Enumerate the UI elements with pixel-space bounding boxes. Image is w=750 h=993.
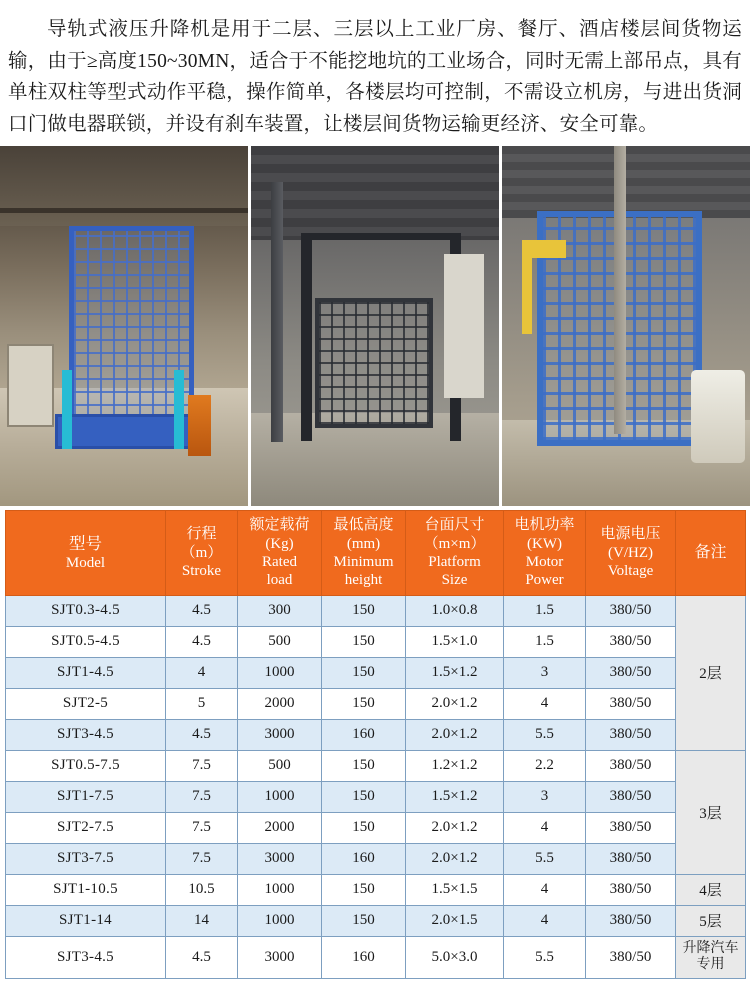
cell-voltage: 380/50 [586, 657, 676, 688]
spec-table-wrapper [0, 506, 750, 978]
cell-voltage: 380/50 [586, 812, 676, 843]
cell-voltage: 380/50 [586, 843, 676, 874]
cell-height: 150 [322, 688, 406, 719]
product-photo-strip [0, 146, 750, 506]
cell-note: 4层 [676, 874, 746, 905]
header-height-en1: Minimum [333, 553, 394, 570]
cell-power: 3 [504, 657, 586, 688]
product-description: 导轨式液压升降机是用于二层、三层以上工业厂房、餐厅、酒店楼层间货物运输，由于≥高度150~30MN，适合于不能挖地坑的工业场合，同时无需上部吊点，具有单柱双柱等型式动作平稳，操作简单，各楼层均可控制，不需设立机房，与进出货洞口门做电器联锁，并设有刹车装置，让楼层间货物运输更经济、安全可靠。 [8, 19, 742, 135]
cell-power: 4 [504, 688, 586, 719]
photo-goods [691, 370, 746, 464]
table-row [6, 688, 746, 719]
header-platform-size [406, 511, 504, 595]
header-motor-power [504, 511, 586, 595]
cell-stroke: 5 [166, 688, 238, 719]
cell-size: 2.0×1.5 [406, 905, 504, 936]
photo-cyan-post-left [62, 370, 72, 449]
blue-cage-lift-photo [502, 146, 750, 506]
cell-size: 2.0×1.2 [406, 688, 504, 719]
cell-power: 3 [504, 781, 586, 812]
header-power-cn: 电机功率 [514, 517, 575, 534]
cell-voltage: 380/50 [586, 905, 676, 936]
cell-load: 1000 [238, 905, 322, 936]
cell-height: 160 [322, 936, 406, 978]
header-load-en1: Rated [262, 553, 297, 570]
cell-power: 5.5 [504, 719, 586, 750]
photo-lift-cage [315, 298, 432, 428]
cell-note: 3层 [676, 750, 746, 874]
table-row [6, 936, 746, 978]
table-header [6, 511, 746, 595]
table-row [6, 626, 746, 657]
cell-voltage: 380/50 [586, 719, 676, 750]
header-size-cn: 台面尺寸 [424, 517, 485, 534]
photo-column [271, 182, 283, 441]
header-rated-load [238, 511, 322, 595]
header-load-en2: load [266, 572, 293, 589]
photo-wall-panel [444, 254, 484, 398]
cell-height: 150 [322, 874, 406, 905]
cell-stroke: 7.5 [166, 843, 238, 874]
header-stroke [166, 511, 238, 595]
cell-model: SJT0.3-4.5 [6, 595, 166, 626]
header-minimum-height [322, 511, 406, 595]
cell-load: 500 [238, 626, 322, 657]
cell-voltage: 380/50 [586, 626, 676, 657]
cell-model: SJT0.5-4.5 [6, 626, 166, 657]
header-power-en1: Motor [525, 553, 564, 570]
cell-model: SJT0.5-7.5 [6, 750, 166, 781]
header-model [6, 511, 166, 595]
photo-yellow-post [522, 240, 532, 334]
header-stroke-unit: （m） [180, 544, 223, 561]
header-row [6, 511, 746, 595]
cell-model: SJT1-10.5 [6, 874, 166, 905]
cell-size: 2.0×1.2 [406, 719, 504, 750]
cell-power: 4 [504, 812, 586, 843]
cell-load: 1000 [238, 657, 322, 688]
cell-height: 150 [322, 595, 406, 626]
dark-guide-rail-lift-photo [251, 146, 499, 506]
cell-load: 3000 [238, 843, 322, 874]
header-voltage-en: Voltage [607, 563, 654, 580]
photo-column [614, 146, 626, 434]
cell-model: SJT3-7.5 [6, 843, 166, 874]
header-stroke-cn: 行程 [186, 526, 217, 543]
cell-voltage: 380/50 [586, 936, 676, 978]
cell-stroke: 7.5 [166, 812, 238, 843]
cell-power: 2.2 [504, 750, 586, 781]
cell-size: 2.0×1.2 [406, 812, 504, 843]
cell-stroke: 4.5 [166, 719, 238, 750]
cell-load: 1000 [238, 781, 322, 812]
cell-height: 160 [322, 843, 406, 874]
cell-load: 2000 [238, 688, 322, 719]
table-row [6, 843, 746, 874]
table-row [6, 719, 746, 750]
cell-stroke: 4.5 [166, 626, 238, 657]
header-voltage [586, 511, 676, 595]
cell-note: 5层 [676, 905, 746, 936]
cell-model: SJT3-4.5 [6, 936, 166, 978]
cell-stroke: 14 [166, 905, 238, 936]
cell-height: 150 [322, 657, 406, 688]
cell-load: 3000 [238, 719, 322, 750]
cell-voltage: 380/50 [586, 750, 676, 781]
cell-size: 1.5×1.0 [406, 626, 504, 657]
header-size-unit: （m×m） [423, 535, 486, 552]
header-voltage-unit: (V/HZ) [608, 544, 653, 561]
header-load-unit: (Kg) [265, 535, 294, 552]
cell-model: SJT2-5 [6, 688, 166, 719]
cell-size: 1.5×1.2 [406, 657, 504, 688]
cell-load: 300 [238, 595, 322, 626]
cell-power: 5.5 [504, 843, 586, 874]
cell-size: 5.0×3.0 [406, 936, 504, 978]
table-row [6, 657, 746, 688]
table-row [6, 905, 746, 936]
cell-model: SJT1-14 [6, 905, 166, 936]
cell-model: SJT1-7.5 [6, 781, 166, 812]
cell-note: 升降汽车专用 [676, 936, 746, 978]
table-row [6, 874, 746, 905]
cell-height: 150 [322, 626, 406, 657]
photo-ceiling [502, 146, 750, 218]
cell-model: SJT1-4.5 [6, 657, 166, 688]
cell-voltage: 380/50 [586, 688, 676, 719]
header-model-cn: 型号 [69, 533, 102, 553]
cell-size: 1.0×0.8 [406, 595, 504, 626]
cell-height: 160 [322, 719, 406, 750]
cell-voltage: 380/50 [586, 874, 676, 905]
cell-height: 150 [322, 781, 406, 812]
header-height-unit: (mm) [346, 535, 381, 552]
header-note: 备注 [676, 511, 746, 595]
cell-load: 3000 [238, 936, 322, 978]
table-body [6, 595, 746, 978]
cell-power: 5.5 [504, 936, 586, 978]
header-power-unit: (KW) [527, 535, 562, 552]
header-model-en: Model [65, 554, 106, 571]
cell-power: 1.5 [504, 626, 586, 657]
cell-power: 1.5 [504, 595, 586, 626]
header-height-en2: height [344, 572, 383, 589]
table-row [6, 812, 746, 843]
cell-height: 150 [322, 750, 406, 781]
cell-load: 2000 [238, 812, 322, 843]
cell-stroke: 4.5 [166, 595, 238, 626]
table-row [6, 595, 746, 626]
cell-model: SJT2-7.5 [6, 812, 166, 843]
header-voltage-cn: 电源电压 [600, 526, 661, 543]
cell-height: 150 [322, 905, 406, 936]
photo-ceiling [251, 146, 499, 240]
header-size-en1: Platform [428, 553, 481, 570]
photo-forklift [188, 395, 210, 456]
cell-stroke: 10.5 [166, 874, 238, 905]
cell-load: 500 [238, 750, 322, 781]
cell-height: 150 [322, 812, 406, 843]
cell-stroke: 4.5 [166, 936, 238, 978]
specification-table [5, 510, 746, 978]
cell-power: 4 [504, 874, 586, 905]
blue-guide-rail-lift-photo [0, 146, 248, 506]
cell-size: 1.5×1.5 [406, 874, 504, 905]
cell-size: 1.2×1.2 [406, 750, 504, 781]
header-size-en2: Size [441, 572, 468, 589]
table-row [6, 781, 746, 812]
cell-size: 2.0×1.2 [406, 843, 504, 874]
header-load-cn: 额定载荷 [249, 517, 310, 534]
header-power-en2: Power [525, 572, 564, 589]
cell-stroke: 7.5 [166, 750, 238, 781]
photo-ceiling [0, 146, 248, 225]
cell-model: SJT3-4.5 [6, 719, 166, 750]
cell-size: 1.5×1.2 [406, 781, 504, 812]
cell-note: 2层 [676, 595, 746, 750]
cell-stroke: 7.5 [166, 781, 238, 812]
cell-power: 4 [504, 905, 586, 936]
header-stroke-en: Stroke [181, 563, 222, 580]
cell-voltage: 380/50 [586, 781, 676, 812]
cell-stroke: 4 [166, 657, 238, 688]
photo-beam [0, 208, 248, 213]
photo-door [7, 344, 53, 427]
cell-voltage: 380/50 [586, 595, 676, 626]
cell-load: 1000 [238, 874, 322, 905]
photo-cyan-post-right [174, 370, 184, 449]
table-row [6, 750, 746, 781]
header-height-cn: 最低高度 [333, 517, 394, 534]
